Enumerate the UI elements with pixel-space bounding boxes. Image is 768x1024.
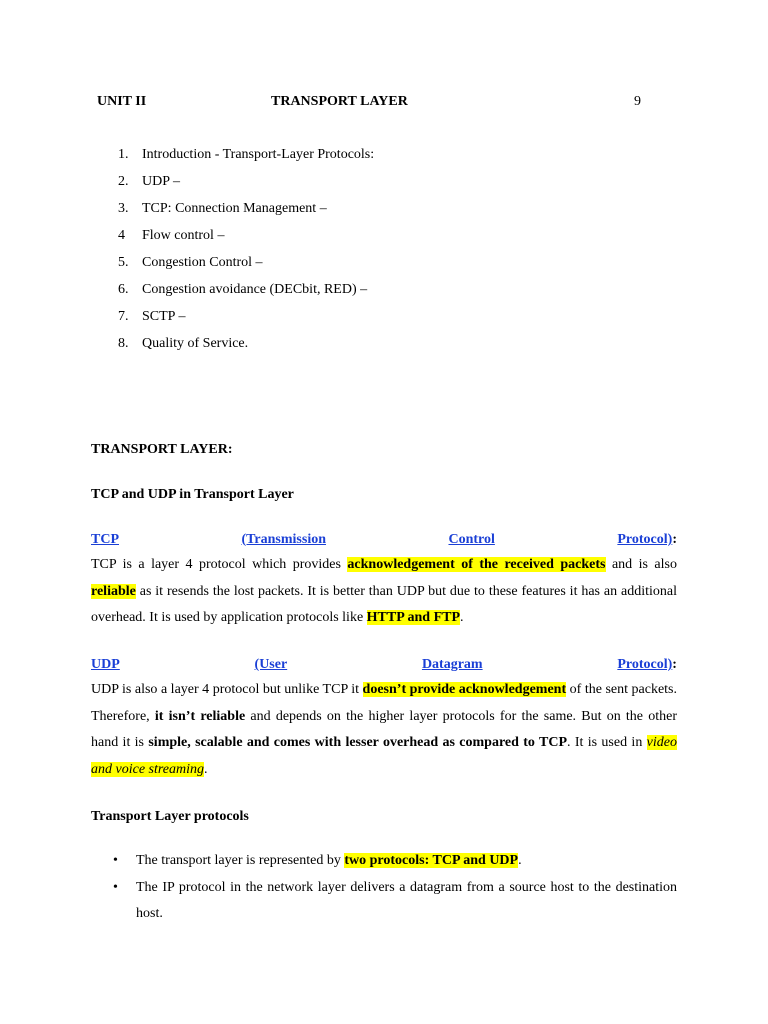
tcp-link-word[interactable]: (Transmission	[241, 532, 327, 547]
tcp-link-word[interactable]: Protocol)	[617, 532, 673, 547]
tcp-heading: TCP (Transmission Control Protocol):	[91, 532, 677, 547]
udp-link-word[interactable]: Datagram	[421, 657, 483, 672]
protocols-heading: Transport Layer protocols	[91, 809, 249, 824]
list-item: • The IP protocol in the network layer delivers a datagram from a source host to the destination host.	[113, 875, 677, 928]
page-number: 9	[634, 94, 641, 109]
list-item: 7. SCTP –	[118, 309, 186, 324]
tcp-paragraph: TCP is a layer 4 protocol which provides acknowledgement of the received packets and is also reliable as it resends the lost packets. It is better than UDP but due to these features it has an additional overhead. It is used by application protocols like HTTP and FTP.	[91, 557, 677, 625]
highlight: video and voice streaming	[91, 735, 677, 777]
unit-label: UNIT II	[97, 94, 147, 109]
list-item: 1. Introduction - Transport-Layer Protocols:	[118, 147, 375, 162]
list-item: 6. Congestion avoidance (DECbit, RED) –	[118, 282, 368, 297]
section-heading: TRANSPORT LAYER:	[91, 442, 233, 457]
list-item: 5. Congestion Control –	[118, 255, 263, 270]
udp-link-word[interactable]: UDP	[91, 657, 120, 672]
tcp-section	[91, 531, 677, 632]
list-item: 3. TCP: Connection Management –	[118, 201, 327, 216]
tcp-link-word[interactable]: Control	[448, 532, 495, 547]
bullet-icon: •	[113, 853, 118, 868]
header-title: TRANSPORT LAYER	[271, 94, 408, 109]
highlight: acknowledgement of the received packets	[347, 557, 606, 572]
list-item: 8. Quality of Service.	[118, 336, 249, 351]
udp-link-word[interactable]: Protocol)	[617, 657, 673, 672]
highlight: two protocols: TCP and UDP	[344, 853, 519, 868]
highlight: reliable	[91, 583, 136, 599]
highlight: HTTP and FTP	[366, 610, 461, 625]
udp-link-word[interactable]: (User	[254, 657, 288, 672]
list-item: 4 Flow control –	[118, 228, 225, 243]
subheading: TCP and UDP in Transport Layer	[91, 487, 294, 502]
bullet-icon: •	[113, 879, 118, 895]
page-header	[97, 94, 641, 112]
udp-heading: UDP (User Datagram Protocol):	[91, 657, 677, 672]
highlight: doesn’t provide acknowledgement	[362, 682, 567, 697]
udp-paragraph: UDP is also a layer 4 protocol but unlike TCP it doesn’t provide acknowledgement of the sent packets. Therefore, it isn’t reliable and depends on the higher layer protocols for the same. But on the other hand it is simple, scalable and comes with lesser overhead as compared to TCP. It is used in video and voice streaming.	[91, 682, 678, 777]
topics-list	[118, 146, 374, 362]
tcp-link-word[interactable]: TCP	[91, 532, 119, 547]
udp-section	[91, 656, 677, 783]
list-item: 2. UDP –	[118, 174, 180, 189]
protocols-bullet-list	[113, 848, 677, 928]
list-item: • The transport layer is represented by two protocols: TCP and UDP.	[113, 848, 677, 875]
